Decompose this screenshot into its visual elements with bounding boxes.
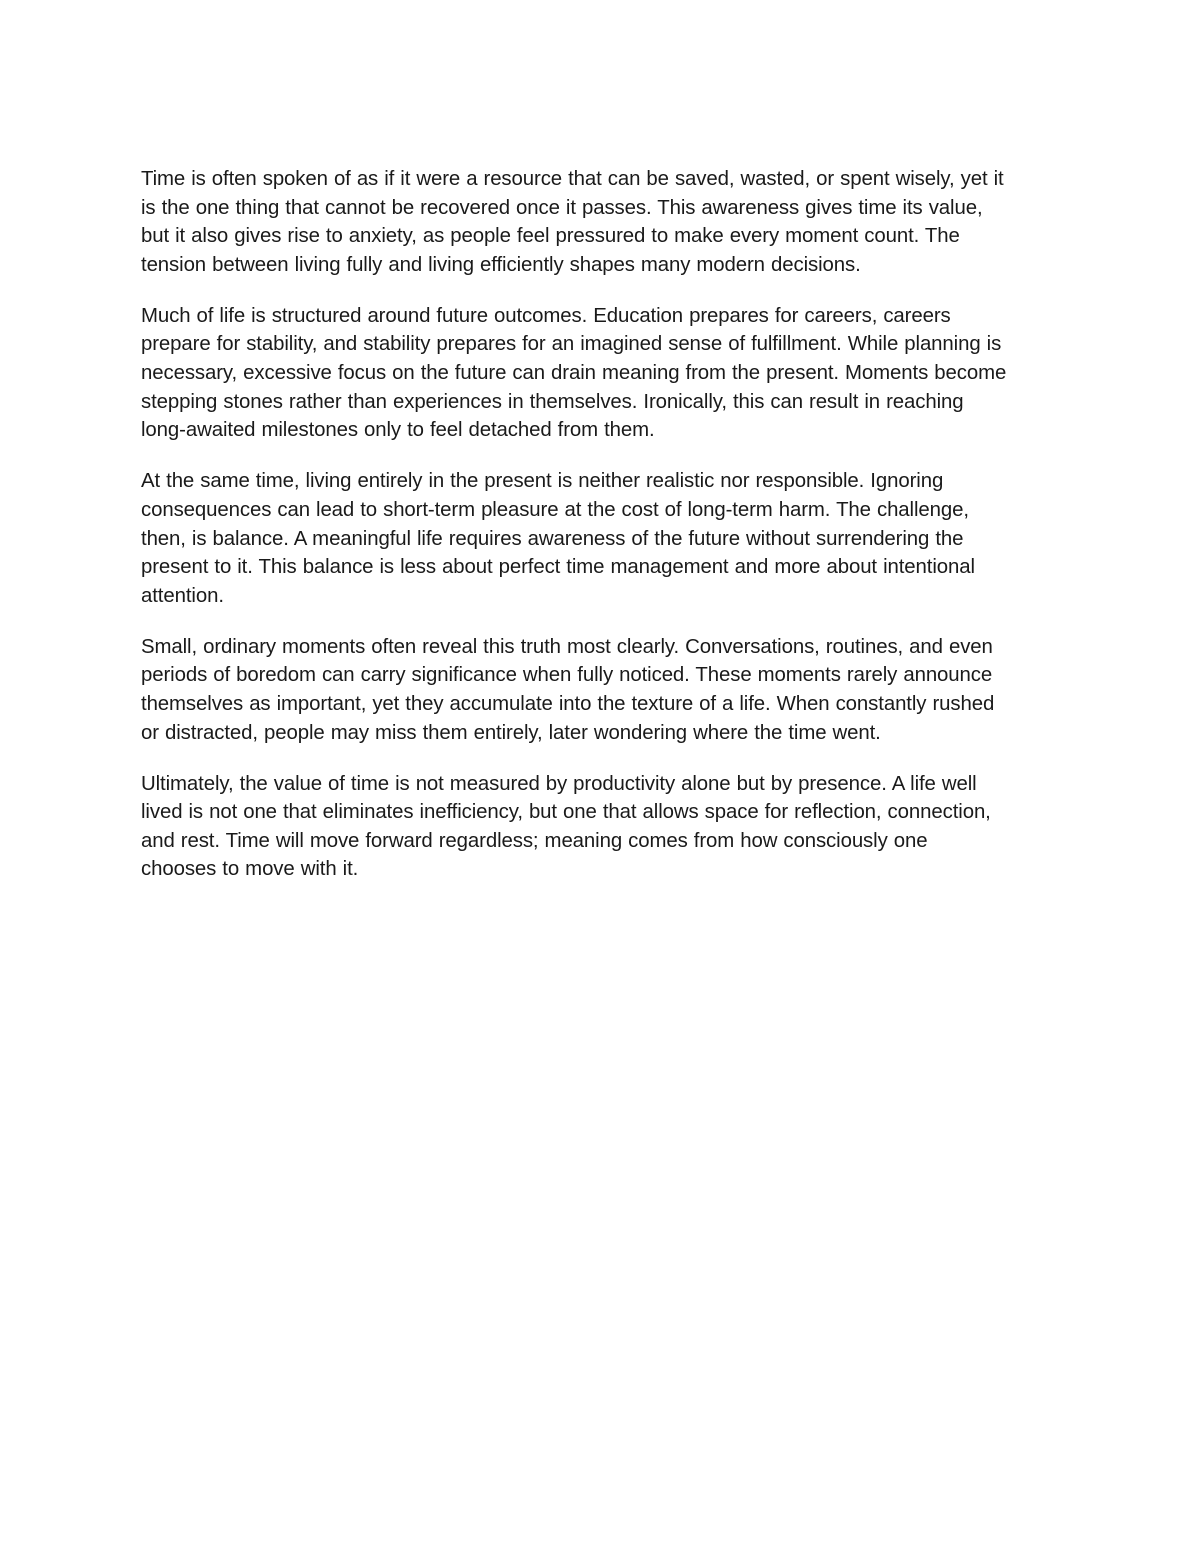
paragraph-line: Ultimately, the value of time is not measured by productivity alone but by presence. A life well (141, 772, 977, 795)
paragraph-line: chooses to move with it. (141, 858, 359, 881)
paragraph-line: lived is not one that eliminates inefficiency, but one that allows space for reflection, connection, (141, 801, 991, 824)
paragraph-line: long-awaited milestones only to feel detached from them. (141, 419, 655, 442)
paragraph-line: but it also gives rise to anxiety, as people feel pressured to make every moment count. The (141, 225, 960, 248)
paragraph-4 (141, 633, 1071, 747)
paragraph-line: is the one thing that cannot be recovered once it passes. This awareness gives time its value, (141, 196, 983, 219)
paragraph-2 (141, 302, 1071, 445)
paragraph-1 (141, 165, 1071, 279)
paragraph-5 (141, 770, 1071, 884)
paragraph-line: At the same time, living entirely in the present is neither realistic nor responsible. Ignoring (141, 470, 944, 493)
paragraph-line: prepare for stability, and stability prepares for an imagined sense of fulfillment. While planning is (141, 333, 1002, 356)
paragraph-line: or distracted, people may miss them entirely, later wondering where the time went. (141, 721, 881, 744)
paragraph-line: necessary, excessive focus on the future can drain meaning from the present. Moments become (141, 362, 1007, 385)
paragraph-line: themselves as important, yet they accumulate into the texture of a life. When constantly rushed (141, 693, 995, 715)
paragraph-line: then, is balance. A meaningful life requires awareness of the future without surrendering the (141, 527, 964, 550)
document-body (141, 165, 1071, 907)
paragraph-line: present to it. This balance is less about perfect time management and more about intentional (141, 556, 975, 579)
paragraph-line: Much of life is structured around future outcomes. Education prepares for careers, careers (141, 304, 951, 327)
paragraph-line: tension between living fully and living efficiently shapes many modern decisions. (141, 253, 861, 276)
paragraph-line: Time is often spoken of as if it were a resource that can be saved, wasted, or spent wisely, yet it (141, 168, 1004, 190)
paragraph-3 (141, 467, 1071, 610)
paragraph-line: consequences can lead to short-term pleasure at the cost of long-term harm. The challenge, (141, 498, 969, 521)
paragraph-line: attention. (141, 584, 224, 607)
paragraph-line: and rest. Time will move forward regardless; meaning comes from how consciously one (141, 829, 928, 852)
paragraph-line: periods of boredom can carry significance when fully noticed. These moments rarely announce (141, 664, 993, 687)
paragraph-line: Small, ordinary moments often reveal this truth most clearly. Conversations, routines, and even (141, 635, 993, 658)
paragraph-line: stepping stones rather than experiences in themselves. Ironically, this can result in reaching (141, 390, 964, 413)
